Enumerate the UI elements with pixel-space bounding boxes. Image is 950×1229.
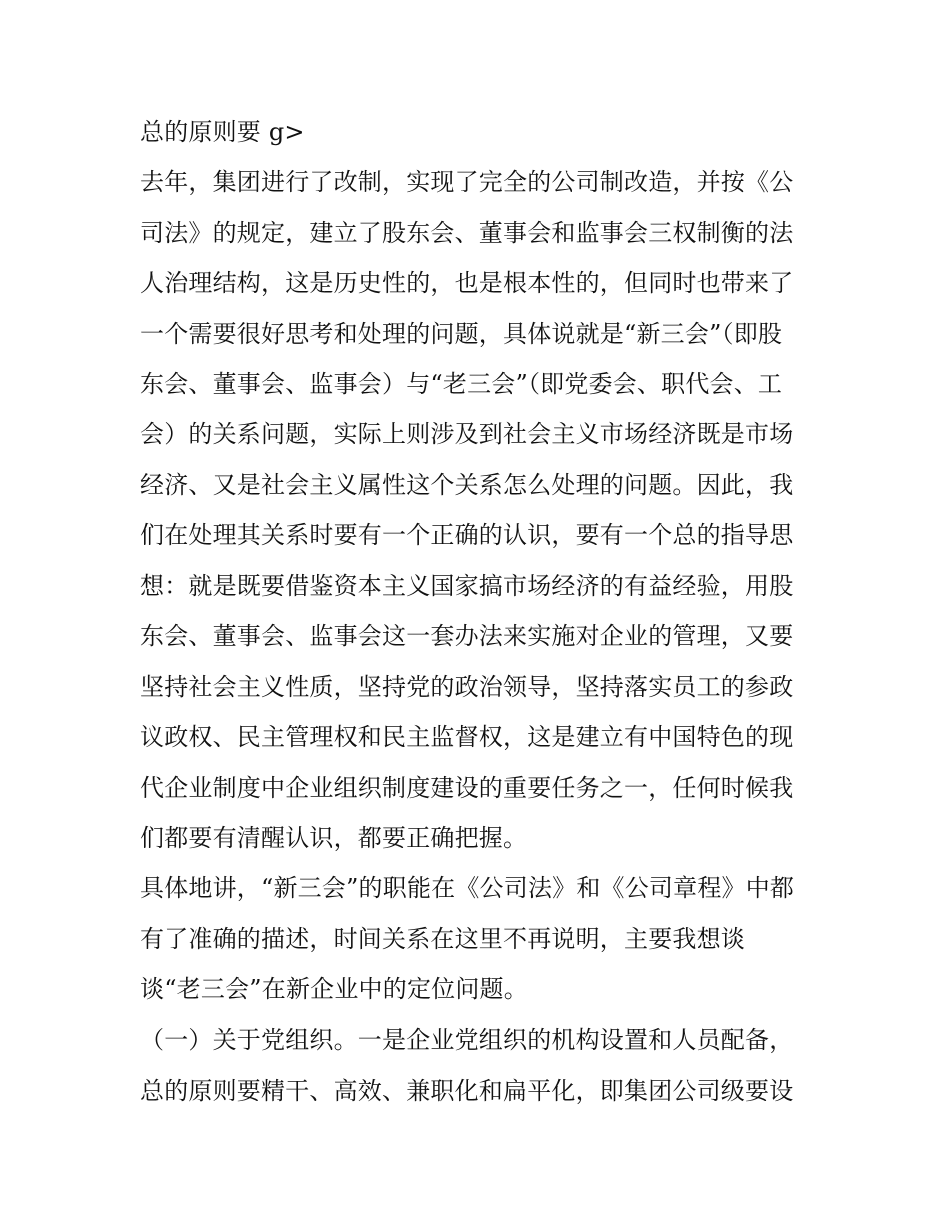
text-line-18: 谈“老三会”在新企业中的定位问题。 xyxy=(140,975,528,1003)
text-line-10: 想：就是既要借鉴资本主义国家搞市场经济的有益经验，用股 xyxy=(140,572,794,600)
text-line-19: （一）关于党组织。一是企业党组织的机构设置和人员配备， xyxy=(140,1026,794,1054)
text-line-1: 总的原则要 g> xyxy=(140,118,305,146)
text-line-14: 代企业制度中企业组织制度建设的重要任务之一，任何时候我 xyxy=(140,774,794,802)
text-line-3: 司法》的规定，建立了股东会、董事会和监事会三权制衡的法 xyxy=(140,219,794,247)
text-line-2: 去年，集团进行了改制，实现了完全的公司制改造，并按《公 xyxy=(140,168,794,196)
text-line-16: 具体地讲，“新三会”的职能在《公司法》和《公司章程》中都 xyxy=(140,874,795,902)
text-line-4: 人治理结构，这是历史性的，也是根本性的，但同时也带来了 xyxy=(140,269,794,297)
text-line-13: 议政权、民主管理权和民主监督权，这是建立有中国特色的现 xyxy=(140,723,794,751)
text-line-9: 们在处理其关系时要有一个正确的认识，要有一个总的指导思 xyxy=(140,521,794,549)
text-line-8: 经济、又是社会主义属性这个关系怎么处理的问题。因此，我 xyxy=(140,471,794,499)
text-line-17: 有了准确的描述，时间关系在这里不再说明，主要我想谈 xyxy=(140,925,745,953)
text-line-6: 东会、董事会、监事会）与“老三会”（即党委会、职代会、工 xyxy=(140,370,783,398)
text-line-12: 坚持社会主义性质，坚持党的政治领导，坚持落实员工的参政 xyxy=(140,673,794,701)
text-line-15: 们都要有清醒认识，都要正确把握。 xyxy=(140,824,528,852)
text-line-7: 会）的关系问题，实际上则涉及到社会主义市场经济既是市场 xyxy=(140,420,794,448)
text-line-11: 东会、董事会、监事会这一套办法来实施对企业的管理，又要 xyxy=(140,622,794,650)
text-line-20: 总的原则要精干、高效、兼职化和扁平化，即集团公司级要设 xyxy=(140,1077,794,1105)
text-line-5: 一个需要很好思考和处理的问题，具体说就是“新三会”（即股 xyxy=(140,320,783,348)
